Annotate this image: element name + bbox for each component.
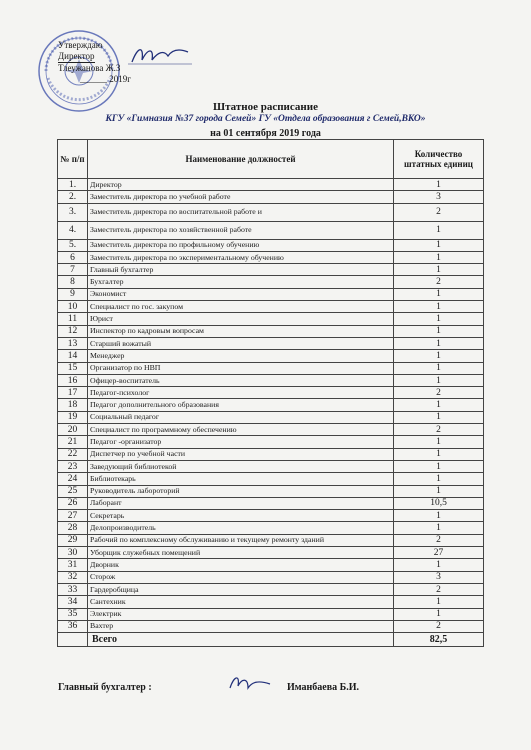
row-number: 23: [58, 460, 88, 472]
table-body: [58, 179, 484, 633]
row-number: 3.: [58, 203, 88, 221]
staff-count: 10,5: [394, 497, 484, 509]
position-name: Педагог дополнительного образования: [88, 399, 394, 411]
row-number: 21: [58, 436, 88, 448]
table-row: [58, 411, 484, 423]
staff-count: 1: [394, 399, 484, 411]
position-name: Заместитель директора по воспитательной работе и: [88, 203, 394, 221]
approval-year: 2019г: [109, 74, 131, 84]
table-row: [58, 460, 484, 472]
header-num: № п/п: [58, 140, 88, 179]
total-empty-cell: [58, 633, 88, 647]
director-signature-icon: [128, 42, 192, 68]
table-row: [58, 301, 484, 313]
row-number: 1.: [58, 179, 88, 191]
footer-name: Иманбаева Б.И.: [287, 682, 360, 693]
total-count: 82,5: [394, 633, 484, 647]
position-name: Экономист: [88, 288, 394, 300]
position-name: Вахтер: [88, 620, 394, 632]
staff-count: 1: [394, 179, 484, 191]
table-row: [58, 534, 484, 546]
position-name: Специалист по программному обеспечению: [88, 424, 394, 436]
staff-count: 1: [394, 485, 484, 497]
table-row: [58, 424, 484, 436]
position-name: Гардеробщица: [88, 583, 394, 595]
table-row: [58, 448, 484, 460]
row-number: 12: [58, 325, 88, 337]
position-name: Уборщик служебных помещений: [88, 547, 394, 559]
position-name: Заместитель директора по профильному обучению: [88, 239, 394, 251]
row-number: 4.: [58, 221, 88, 239]
staff-count: 1: [394, 411, 484, 423]
row-number: 10: [58, 301, 88, 313]
row-number: 35: [58, 608, 88, 620]
row-number: 34: [58, 596, 88, 608]
staff-count: 1: [394, 313, 484, 325]
staff-count: 3: [394, 191, 484, 203]
table-row: [58, 362, 484, 374]
table-row: [58, 436, 484, 448]
table-row: [58, 251, 484, 263]
position-name: Рабочий по комплексному обслуживанию и текущему ремонту зданий: [88, 534, 394, 546]
staff-count: 2: [394, 583, 484, 595]
row-number: 25: [58, 485, 88, 497]
footer-role: Главный бухгалтер :: [58, 682, 152, 693]
staff-count: 2: [394, 276, 484, 288]
staff-count: 1: [394, 510, 484, 522]
position-name: Педагог-психолог: [88, 387, 394, 399]
table-row: [58, 399, 484, 411]
position-name: Заместитель директора по учебной работе: [88, 191, 394, 203]
staff-count: 1: [394, 559, 484, 571]
row-number: 18: [58, 399, 88, 411]
approval-line-3: Тлеужанова Ж.З: [58, 63, 121, 73]
row-number: 13: [58, 337, 88, 349]
position-name: Педагог -организатор: [88, 436, 394, 448]
staff-count: 1: [394, 251, 484, 263]
row-number: 24: [58, 473, 88, 485]
total-row: [58, 633, 484, 647]
table-row: [58, 325, 484, 337]
table-row: [58, 510, 484, 522]
position-name: Руководитель лабороторий: [88, 485, 394, 497]
table-row: [58, 239, 484, 251]
table-row: [58, 191, 484, 203]
position-name: Офицер-воспитатель: [88, 374, 394, 386]
row-number: 9: [58, 288, 88, 300]
staff-count: 2: [394, 203, 484, 221]
staff-count: 27: [394, 547, 484, 559]
staff-count: 1: [394, 325, 484, 337]
table-row: [58, 387, 484, 399]
row-number: 29: [58, 534, 88, 546]
position-name: Инспектор по кадровым вопросам: [88, 325, 394, 337]
staff-count: 1: [394, 448, 484, 460]
position-name: Юрист: [88, 313, 394, 325]
table-row: [58, 485, 484, 497]
staff-count: 1: [394, 473, 484, 485]
staff-count: 2: [394, 387, 484, 399]
row-number: 36: [58, 620, 88, 632]
table-row: [58, 313, 484, 325]
table-row: [58, 559, 484, 571]
staff-count: 1: [394, 264, 484, 276]
position-name: Старший вожатый: [88, 337, 394, 349]
row-number: 5.: [58, 239, 88, 251]
position-name: Диспетчер по учебной части: [88, 448, 394, 460]
table-row: [58, 337, 484, 349]
staff-count: 1: [394, 608, 484, 620]
staff-count: 3: [394, 571, 484, 583]
table-row: [58, 522, 484, 534]
table-row: [58, 276, 484, 288]
table-row: [58, 374, 484, 386]
row-number: 27: [58, 510, 88, 522]
position-name: Секретарь: [88, 510, 394, 522]
row-number: 26: [58, 497, 88, 509]
organization-line: КГУ «Гимназия №37 города Семей» ГУ «Отдела образования г Семей,ВКО»: [105, 114, 426, 124]
staff-count: 1: [394, 221, 484, 239]
accountant-signature-icon: [226, 672, 274, 696]
row-number: 32: [58, 571, 88, 583]
table-header-row: [58, 140, 484, 179]
row-number: 14: [58, 350, 88, 362]
position-name: Сантехник: [88, 596, 394, 608]
position-name: Заведующий библиотекой: [88, 460, 394, 472]
table-row: [58, 497, 484, 509]
table-row: [58, 583, 484, 595]
approval-line-1: Утверждаю: [58, 40, 103, 50]
row-number: 17: [58, 387, 88, 399]
table-row: [58, 203, 484, 221]
position-name: Делопроизводитель: [88, 522, 394, 534]
staff-count: 1: [394, 350, 484, 362]
staff-count: 1: [394, 460, 484, 472]
staff-count: 2: [394, 620, 484, 632]
table-row: [58, 608, 484, 620]
total-label: Всего: [88, 633, 394, 647]
table-row: [58, 350, 484, 362]
row-number: 22: [58, 448, 88, 460]
position-name: Дворник: [88, 559, 394, 571]
staff-count: 1: [394, 362, 484, 374]
position-name: Электрик: [88, 608, 394, 620]
row-number: 19: [58, 411, 88, 423]
position-name: Заместитель директора по хозяйственной работе: [88, 221, 394, 239]
staff-count: 1: [394, 288, 484, 300]
staff-count: 2: [394, 534, 484, 546]
position-name: Бухгалтер: [88, 276, 394, 288]
approval-line-2: Директор: [58, 51, 95, 61]
table-row: [58, 264, 484, 276]
table-row: [58, 179, 484, 191]
position-name: Директор: [88, 179, 394, 191]
position-name: Заместитель директора по экспериментальному обучению: [88, 251, 394, 263]
staff-count: 1: [394, 436, 484, 448]
staff-count: 1: [394, 337, 484, 349]
row-number: 20: [58, 424, 88, 436]
table-row: [58, 596, 484, 608]
header-name: Наименование должностей: [88, 140, 394, 179]
table-row: [58, 473, 484, 485]
table-row: [58, 288, 484, 300]
row-number: 11: [58, 313, 88, 325]
row-number: 15: [58, 362, 88, 374]
position-name: Менеджер: [88, 350, 394, 362]
table-row: [58, 571, 484, 583]
row-number: 31: [58, 559, 88, 571]
table-row: [58, 547, 484, 559]
staff-count: 1: [394, 239, 484, 251]
row-number: 30: [58, 547, 88, 559]
row-number: 2.: [58, 191, 88, 203]
document-title: Штатное расписание: [213, 101, 318, 113]
position-name: Лаборант: [88, 497, 394, 509]
position-name: Главный бухгалтер: [88, 264, 394, 276]
date-line: на 01 сентября 2019 года: [210, 128, 321, 139]
position-name: Библиотекарь: [88, 473, 394, 485]
staff-count: 2: [394, 424, 484, 436]
table-row: [58, 221, 484, 239]
table-row: [58, 620, 484, 632]
row-number: 7: [58, 264, 88, 276]
position-name: Социальный педагог: [88, 411, 394, 423]
row-number: 28: [58, 522, 88, 534]
position-name: Специалист по гос. закупом: [88, 301, 394, 313]
row-number: 16: [58, 374, 88, 386]
approval-block: Утверждаю Директор Тлеужанова Ж.З ______ 2019г: [58, 40, 198, 85]
staff-table: [57, 139, 484, 647]
header-count: Количество штатных единиц: [394, 140, 484, 179]
staff-count: 1: [394, 522, 484, 534]
position-name: Сторож: [88, 571, 394, 583]
row-number: 8: [58, 276, 88, 288]
staff-count: 1: [394, 596, 484, 608]
row-number: 33: [58, 583, 88, 595]
position-name: Организатор по НВП: [88, 362, 394, 374]
row-number: 6: [58, 251, 88, 263]
staff-count: 1: [394, 374, 484, 386]
staff-count: 1: [394, 301, 484, 313]
